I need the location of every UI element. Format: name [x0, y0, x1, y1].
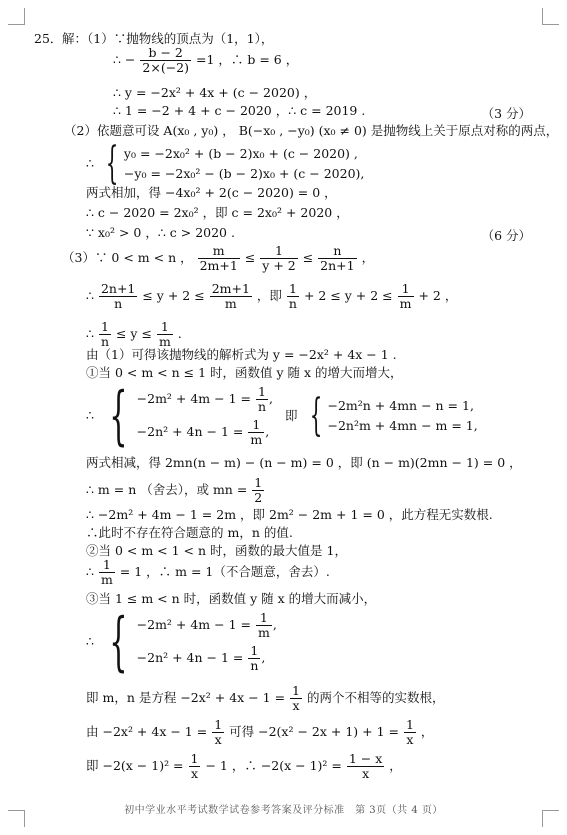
- text: ，即: [256, 288, 282, 303]
- text: 即 −2(x − 1)² =: [86, 758, 184, 773]
- text: ，: [389, 758, 402, 773]
- numerator: m: [198, 244, 240, 259]
- denominator: n: [288, 296, 297, 311]
- text: ，: [361, 250, 375, 265]
- le-sign: ≤: [244, 250, 256, 265]
- part3-line11: [86, 558, 330, 587]
- fraction: [398, 282, 414, 311]
- denominator: m: [224, 296, 237, 311]
- denominator: x: [214, 732, 222, 747]
- denominator: n: [100, 334, 109, 349]
- le-sign: ≤: [302, 250, 314, 265]
- fraction: [287, 282, 299, 311]
- part3-line14: [86, 718, 433, 747]
- denominator: m: [158, 334, 171, 349]
- text: =1 ，∴ b = 6 ，: [195, 52, 299, 67]
- part1-line2: [113, 46, 298, 75]
- equation: −2n² + 4n − 1 = $\frac{1}{m}$ ,: [136, 417, 270, 447]
- equation: −2m² + 4m − 1 = $\frac{1}{n}$ ,: [136, 384, 274, 414]
- page-footer: 初中学业水平考试数学试卷参考答案及评分标准 第 3页（共 4 页）: [124, 805, 443, 816]
- text: + 2 ≤ y + 2 ≤: [303, 288, 393, 303]
- part2-score: （6 分）: [481, 228, 531, 243]
- numerator: 1: [99, 558, 115, 573]
- equation-system: [124, 147, 364, 181]
- denominator: x: [292, 698, 300, 713]
- part3-line3: [86, 320, 182, 349]
- part1-line1: 解：（1）∵抛物线的顶点为（1，1），: [62, 31, 274, 46]
- numerator: 1: [254, 475, 263, 490]
- corner-mark-top-right: [542, 8, 559, 25]
- numerator: 1: [260, 244, 297, 259]
- fraction: [189, 752, 201, 781]
- numerator: 1 − x: [348, 751, 383, 766]
- text: 的两个不相等的实数根，: [306, 690, 445, 705]
- therefore: ∴: [86, 407, 94, 423]
- fraction: [157, 320, 173, 349]
- text: .: [177, 326, 182, 341]
- part2-system: [86, 138, 365, 189]
- part3-line9: ∴此时不存在符合题意的 m，n 的值.: [86, 525, 293, 540]
- denominator: x: [190, 766, 199, 781]
- part3-line15: [86, 752, 402, 781]
- fraction: [140, 46, 191, 75]
- text: ∴ m = n （舍去），或 mn =: [86, 482, 248, 497]
- numerator: 1: [157, 320, 173, 335]
- part2-line3: 两式相加，得 −4x₀² + 2(c − 2020) = 0 ，: [86, 185, 337, 200]
- text: 由 −2x² + 4x − 1 =: [86, 724, 208, 739]
- fraction: [318, 244, 356, 273]
- part1-score: （3 分）: [481, 106, 531, 121]
- text: （3）∵ 0 < m < n ，: [62, 250, 193, 265]
- numerator: b − 2: [140, 46, 191, 61]
- part3-line4: 由（1）可得该抛物线的解析式为 y = −2x² + 4x − 1 .: [86, 347, 397, 362]
- equation-system: [137, 385, 273, 447]
- equation: −2m²n + 4mn − n = 1,: [327, 398, 474, 413]
- denominator: y + 2: [262, 258, 296, 273]
- text: = 1 ，∴ m = 1（不合题意，舍去）.: [119, 564, 330, 579]
- text: ∴ −: [113, 52, 136, 67]
- therefore: ∴: [86, 155, 94, 171]
- equation: −y₀ = −2x₀² − (b − 2)x₀ + (c − 2020),: [123, 166, 365, 181]
- denominator: x: [406, 732, 414, 747]
- part2-line5: ∵ x₀² > 0 ，∴ c > 2020 .: [86, 225, 235, 240]
- equation: y₀ = −2x₀² + (b − 2)x₀ + (c − 2020) ,: [123, 146, 358, 161]
- fraction: [198, 244, 240, 273]
- denominator: 2×(−2): [142, 60, 189, 75]
- numerator: 1: [405, 717, 414, 732]
- equation: −2m² + 4m − 1 = $\frac{1}{m}$ ,: [136, 610, 277, 640]
- fraction: [99, 320, 111, 349]
- denominator: 2m+1: [199, 258, 238, 273]
- part3-line1: [62, 244, 374, 273]
- text: 可得 −2(x² − 2x + 1) + 1 =: [229, 724, 399, 739]
- fraction: [252, 476, 264, 505]
- text: − 1 ，∴ −2(x − 1)² =: [205, 758, 342, 773]
- brace-icon: {: [105, 138, 119, 189]
- text: ≤ y + 2 ≤: [142, 288, 205, 303]
- fraction: [290, 684, 302, 713]
- text: ∴: [86, 288, 94, 303]
- denominator: n: [114, 296, 123, 311]
- numerator: n: [318, 244, 356, 259]
- text: 即: [285, 407, 298, 423]
- brace-icon: {: [109, 605, 128, 679]
- brace-icon: {: [109, 379, 128, 453]
- part3-line5: ①当 0 < m < n ≤ 1 时，函数值 y 随 x 的增大而增大，: [86, 365, 403, 380]
- part3-line13: [86, 684, 445, 713]
- part1-line3: ∴ y = −2x² + 4x + (c − 2020) ，: [113, 85, 317, 100]
- part3-line12: ③当 1 ≤ m < n 时，函数值 y 随 x 的增大而减小，: [86, 591, 377, 606]
- part2-line1: （2）依题意可设 A(x₀ , y₀) ， B(−x₀ , −y₀) (x₀ ≠ 0) 是抛物线上关于原点对称的两点，: [64, 123, 559, 138]
- numerator: 1: [99, 320, 111, 335]
- denominator: m: [100, 572, 113, 587]
- part1-line4: ∴ 1 = −2 + 4 + c − 2020 ，∴ c = 2019 .: [113, 103, 366, 118]
- fraction: [210, 282, 252, 311]
- part3-case1-system: [86, 379, 478, 453]
- numerator: 2m+1: [211, 281, 250, 296]
- equation-system: [137, 611, 277, 673]
- fraction: [99, 558, 115, 587]
- fraction: [404, 718, 416, 747]
- therefore: ∴: [86, 633, 94, 649]
- text: + 2 ，: [418, 288, 458, 303]
- fraction: [99, 282, 137, 311]
- text: ∴: [86, 326, 94, 341]
- part3-line2: [86, 282, 457, 311]
- text: ∴: [86, 564, 94, 579]
- denominator: m: [399, 296, 412, 311]
- part3-line10: ②当 0 < m < 1 < n 时，函数的最大值是 1，: [86, 543, 347, 558]
- fraction: [347, 752, 384, 781]
- numerator: 1: [292, 683, 300, 698]
- part2-line4: ∴ c − 2020 = 2x₀² ，即 c = 2x₀² + 2020 ，: [86, 205, 349, 220]
- corner-mark-top-left: [8, 8, 25, 25]
- numerator: 1: [190, 751, 199, 766]
- part3-line8: ∴ −2m² + 4m − 1 = 2m ，即 2m² − 2m + 1 = 0 ，此方程无实数根.: [86, 507, 493, 522]
- part3-line6: 两式相减，得 2mn(n − m) − (n − m) = 0 ，即 (n − m)(2mn − 1) = 0 ，: [86, 455, 522, 470]
- text: 即 m，n 是方程 −2x² + 4x − 1 =: [86, 690, 286, 705]
- numerator: 1: [214, 717, 223, 732]
- equation: −2n²m + 4mn − m = 1,: [327, 418, 478, 433]
- problem-number: 25．: [34, 31, 63, 46]
- numerator: 2n+1: [100, 281, 136, 296]
- denominator: 2: [254, 490, 263, 505]
- denominator: x: [362, 766, 370, 781]
- denominator: 2n+1: [320, 258, 355, 273]
- equation-system: [327, 399, 477, 433]
- numerator: 1: [398, 282, 414, 297]
- part3-case3-system: [86, 605, 277, 679]
- fraction: [260, 244, 297, 273]
- equation: −2n² + 4n − 1 = $\frac{1}{n}$ ,: [136, 643, 266, 673]
- fraction: [212, 718, 224, 747]
- text: ，: [420, 724, 434, 739]
- text: ≤ y ≤: [115, 326, 152, 341]
- numerator: 1: [287, 282, 299, 297]
- part3-line7: [86, 476, 265, 505]
- brace-icon: {: [309, 390, 322, 441]
